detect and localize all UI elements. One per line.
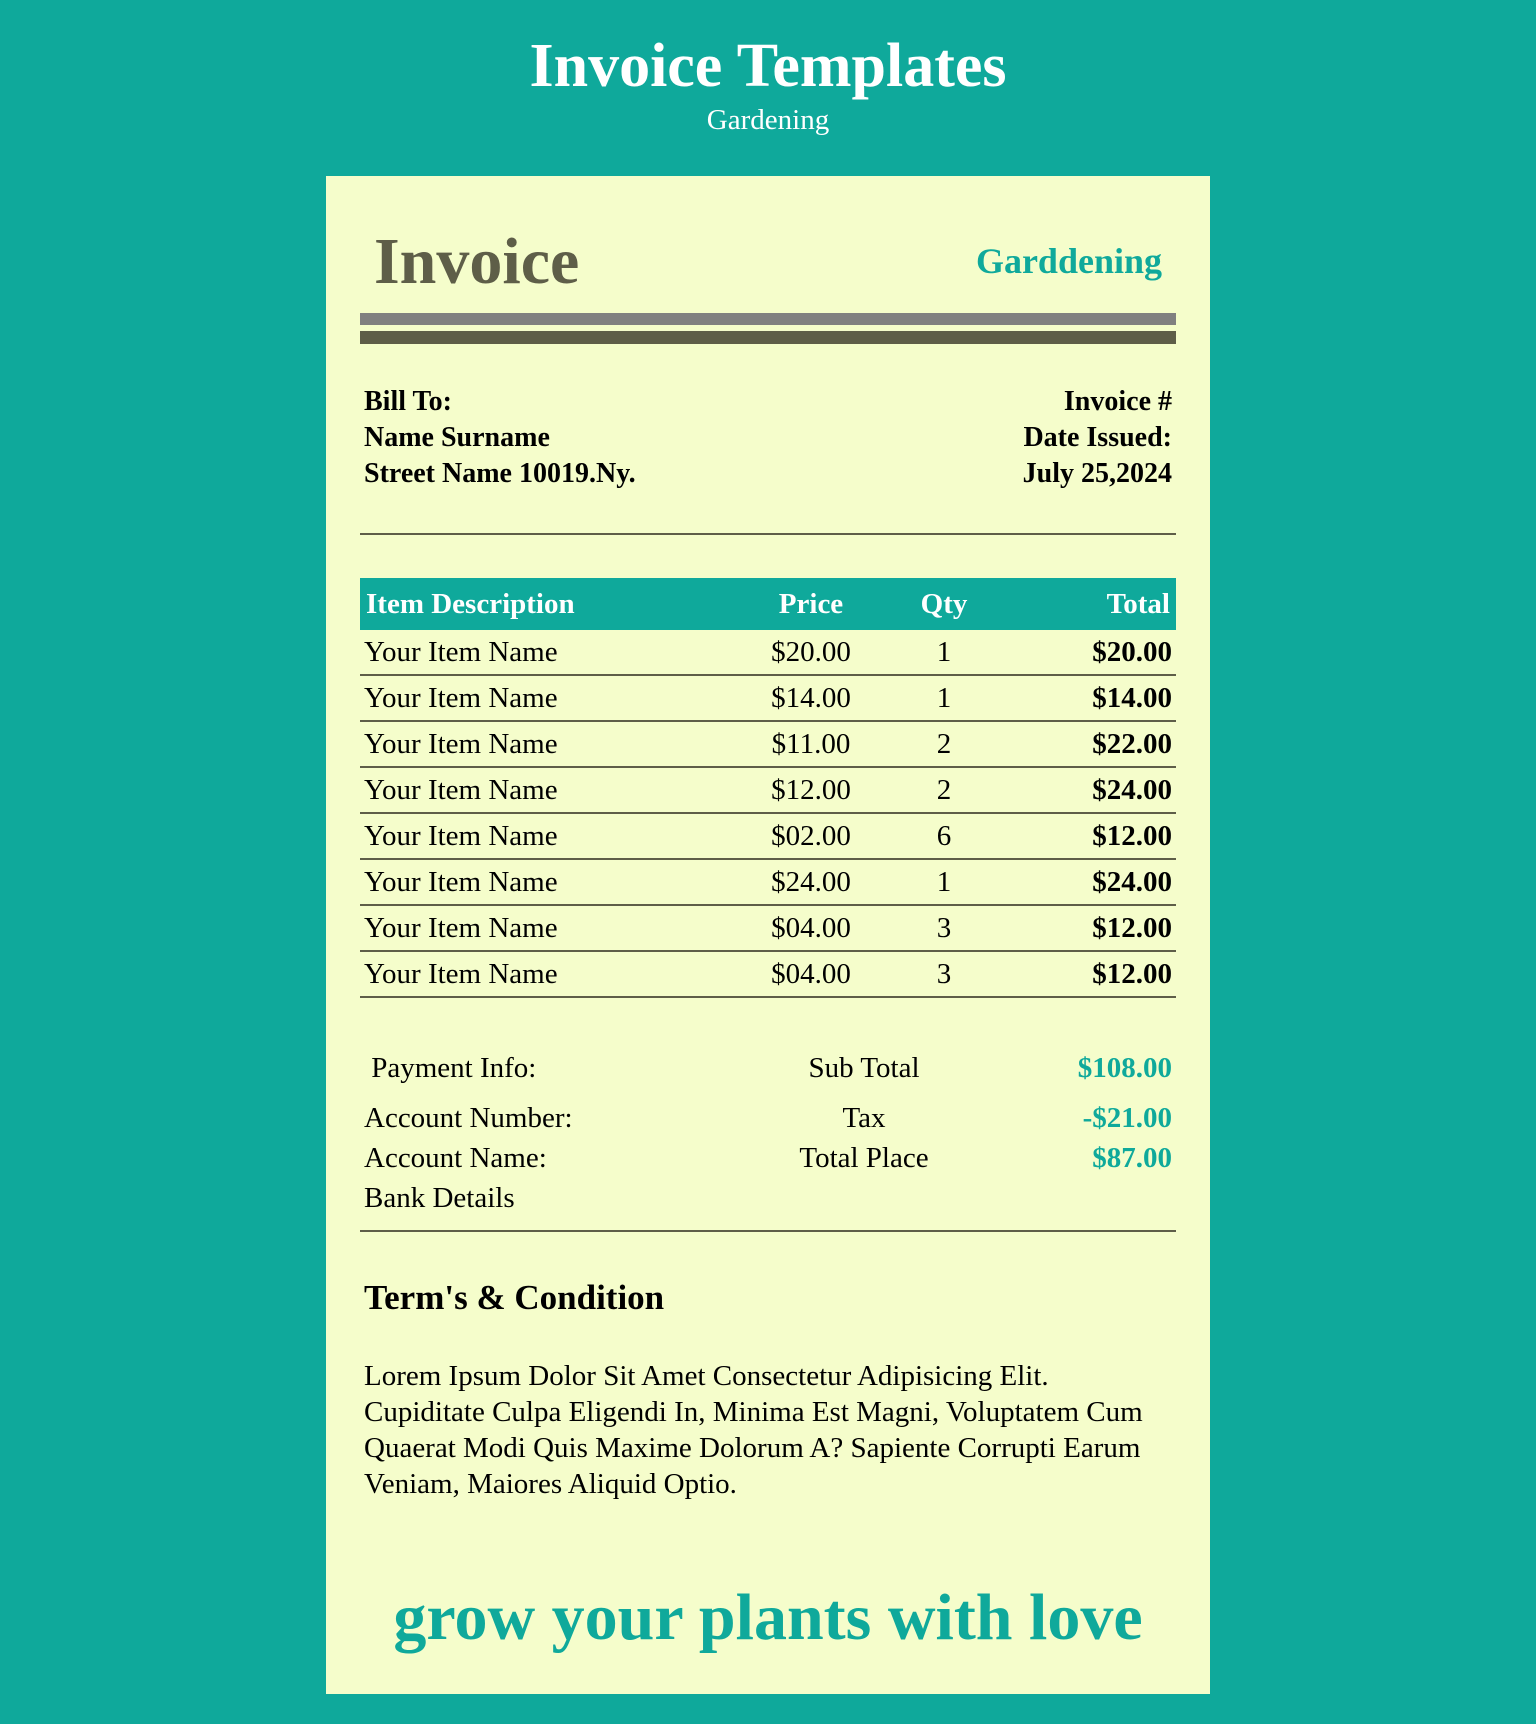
- invoice-meta: [1023, 384, 1172, 492]
- table-row: [360, 721, 1176, 767]
- divider-bar-gray: [360, 313, 1176, 325]
- item-price: $04.00: [732, 951, 890, 997]
- divider: [360, 1230, 1176, 1232]
- summary-label: Tax: [842, 1102, 886, 1134]
- invoice-heading: Invoice: [374, 225, 580, 298]
- item-total: $20.00: [998, 630, 1176, 675]
- table-row: [360, 675, 1176, 721]
- terms-heading: Term's & Condition: [364, 1278, 665, 1317]
- item-description: Your Item Name: [360, 721, 732, 767]
- payment-label: Bank Details: [364, 1182, 515, 1214]
- date-issued-value: July 25,2024: [1022, 458, 1172, 489]
- payment-row: [364, 1142, 1172, 1182]
- item-qty: 6: [890, 813, 998, 859]
- summary-value: -$21.00: [1082, 1102, 1172, 1134]
- page-subtitle: Gardening: [706, 104, 830, 136]
- item-total: $14.00: [998, 675, 1176, 721]
- payment-row: [364, 1052, 1172, 1092]
- bill-to: [364, 384, 636, 492]
- col-total: Total: [998, 578, 1176, 630]
- divider-bar-dark: [360, 331, 1176, 344]
- item-qty: 1: [890, 630, 998, 675]
- item-qty: 1: [890, 675, 998, 721]
- item-price: $20.00: [732, 630, 890, 675]
- summary-value: $108.00: [1077, 1052, 1172, 1084]
- payment-label: Account Name:: [364, 1142, 547, 1174]
- item-total: $12.00: [998, 905, 1176, 951]
- item-qty: 2: [890, 721, 998, 767]
- item-total: $24.00: [998, 859, 1176, 905]
- item-description: Your Item Name: [360, 859, 732, 905]
- payment-label: Payment Info:: [364, 1052, 537, 1084]
- item-price: $24.00: [732, 859, 890, 905]
- slogan: grow your plants with love: [393, 1581, 1143, 1654]
- item-qty: 1: [890, 859, 998, 905]
- page-title: Invoice Templates: [529, 32, 1007, 100]
- table-row: [360, 951, 1176, 997]
- item-description: Your Item Name: [360, 675, 732, 721]
- bill-to-address: Street Name 10019.Ny.: [364, 458, 636, 489]
- item-description: Your Item Name: [360, 767, 732, 813]
- item-description: Your Item Name: [360, 813, 732, 859]
- item-total: $12.00: [998, 951, 1176, 997]
- item-qty: 3: [890, 905, 998, 951]
- payment-row: [364, 1182, 1172, 1222]
- summary-value: $87.00: [1092, 1142, 1172, 1174]
- item-description: Your Item Name: [360, 630, 732, 675]
- item-total: $24.00: [998, 767, 1176, 813]
- item-price: $12.00: [732, 767, 890, 813]
- payment-row: [364, 1102, 1172, 1142]
- divider: [360, 533, 1176, 535]
- summary-label: Sub Total: [808, 1052, 920, 1084]
- item-qty: 2: [890, 767, 998, 813]
- item-description: Your Item Name: [360, 905, 732, 951]
- table-row: [360, 859, 1176, 905]
- invoice-card: [326, 176, 1210, 1694]
- item-price: $02.00: [732, 813, 890, 859]
- table-row: [360, 767, 1176, 813]
- date-issued-label: Date Issued:: [1023, 422, 1172, 453]
- item-price: $04.00: [732, 905, 890, 951]
- item-qty: 3: [890, 951, 998, 997]
- terms-text: Lorem Ipsum Dolor Sit Amet Consectetur Adipisicing Elit. Cupiditate Culpa Eligendi In, Minima Est Magni, Voluptatem Cum Quaerat Modi Quis Maxime Dolorum A? Sapiente Corrupti Earum Veniam, Maiores Aliquid Optio.: [364, 1360, 1143, 1500]
- summary-label: Total Place: [799, 1142, 929, 1174]
- item-price: $14.00: [732, 675, 890, 721]
- brand-name: Garddening: [975, 241, 1162, 281]
- col-price: Price: [732, 578, 890, 630]
- item-price: $11.00: [732, 721, 890, 767]
- items-table: [360, 578, 1176, 998]
- invoice-number-label: Invoice #: [1063, 386, 1172, 417]
- payment-label: Account Number:: [364, 1102, 573, 1134]
- table-row: [360, 813, 1176, 859]
- col-description: Item Description: [360, 578, 732, 630]
- item-total: $12.00: [998, 813, 1176, 859]
- item-total: $22.00: [998, 721, 1176, 767]
- bill-to-label: Bill To:: [364, 386, 452, 417]
- item-description: Your Item Name: [360, 951, 732, 997]
- col-qty: Qty: [890, 578, 998, 630]
- table-row: [360, 630, 1176, 675]
- bill-to-name: Name Surname: [364, 422, 550, 453]
- table-row: [360, 905, 1176, 951]
- table-header: [360, 578, 1176, 630]
